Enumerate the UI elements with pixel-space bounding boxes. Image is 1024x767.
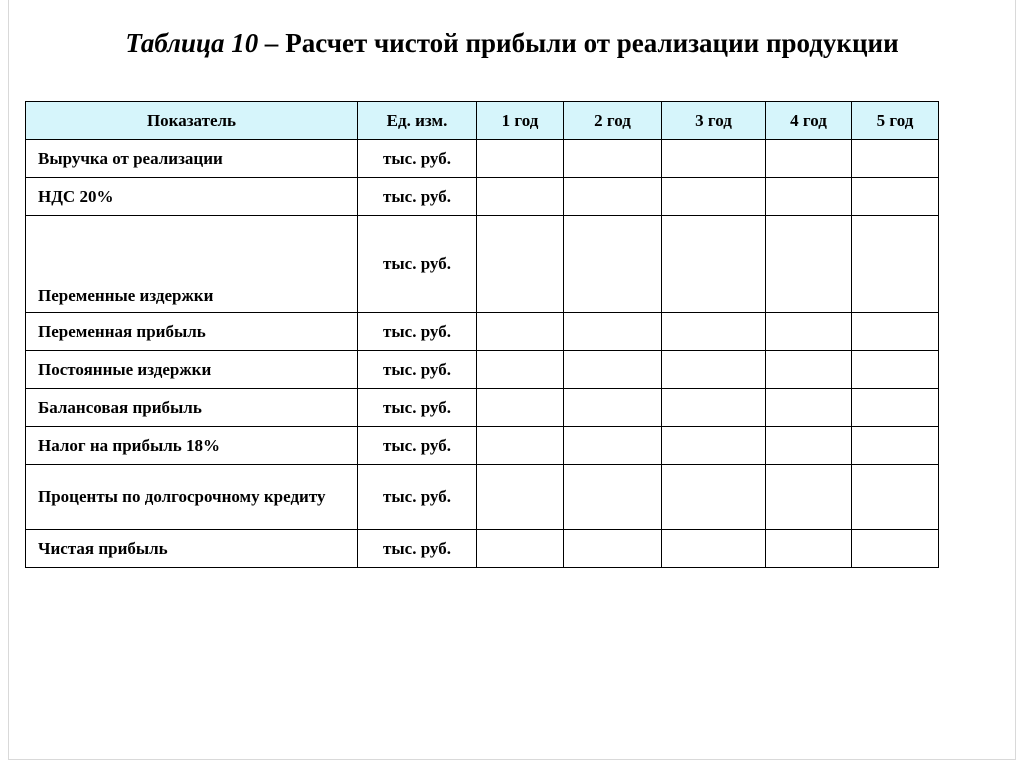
- value-cell: [477, 313, 564, 351]
- row-label: Проценты по долгосрочному кредиту: [26, 465, 358, 530]
- header-year-2: 2 год: [564, 102, 662, 140]
- value-cell: [564, 178, 662, 216]
- value-cell: [564, 530, 662, 568]
- value-cell: [766, 178, 852, 216]
- header-row: [26, 102, 939, 140]
- row-unit: тыс. руб.: [358, 216, 477, 313]
- value-cell: [662, 530, 766, 568]
- table-row: [26, 178, 939, 216]
- row-unit: тыс. руб.: [358, 313, 477, 351]
- value-cell: [662, 313, 766, 351]
- table-row: [26, 427, 939, 465]
- table-number: Таблица 10 –: [125, 28, 279, 58]
- value-cell: [766, 389, 852, 427]
- value-cell: [852, 351, 939, 389]
- value-cell: [852, 313, 939, 351]
- value-cell: [662, 351, 766, 389]
- row-label: Постоянные издержки: [26, 351, 358, 389]
- value-cell: [766, 313, 852, 351]
- value-cell: [852, 389, 939, 427]
- value-cell: [564, 389, 662, 427]
- value-cell: [477, 465, 564, 530]
- row-unit: тыс. руб.: [358, 351, 477, 389]
- row-label: Переменные издержки: [26, 216, 358, 313]
- row-label: Чистая прибыль: [26, 530, 358, 568]
- value-cell: [477, 530, 564, 568]
- table-caption: Расчет чистой прибыли от реализации продукции: [285, 28, 899, 58]
- value-cell: [564, 351, 662, 389]
- header-year-4: 4 год: [766, 102, 852, 140]
- row-label: НДС 20%: [26, 178, 358, 216]
- value-cell: [662, 389, 766, 427]
- row-label: Выручка от реализации: [26, 140, 358, 178]
- header-year-3: 3 год: [662, 102, 766, 140]
- table-row: [26, 465, 939, 530]
- row-unit: тыс. руб.: [358, 530, 477, 568]
- value-cell: [852, 530, 939, 568]
- row-label: Налог на прибыль 18%: [26, 427, 358, 465]
- row-unit: тыс. руб.: [358, 427, 477, 465]
- value-cell: [477, 216, 564, 313]
- value-cell: [477, 389, 564, 427]
- value-cell: [564, 313, 662, 351]
- value-cell: [477, 140, 564, 178]
- value-cell: [766, 216, 852, 313]
- value-cell: [477, 178, 564, 216]
- value-cell: [564, 140, 662, 178]
- header-year-1: 1 год: [477, 102, 564, 140]
- row-unit: тыс. руб.: [358, 178, 477, 216]
- value-cell: [564, 465, 662, 530]
- row-label: Переменная прибыль: [26, 313, 358, 351]
- value-cell: [662, 465, 766, 530]
- table-row: [26, 140, 939, 178]
- value-cell: [766, 465, 852, 530]
- value-cell: [852, 427, 939, 465]
- value-cell: [564, 216, 662, 313]
- header-year-5: 5 год: [852, 102, 939, 140]
- value-cell: [766, 427, 852, 465]
- table-row: [26, 216, 939, 313]
- value-cell: [852, 140, 939, 178]
- value-cell: [477, 351, 564, 389]
- table-row: [26, 351, 939, 389]
- row-unit: тыс. руб.: [358, 389, 477, 427]
- value-cell: [766, 351, 852, 389]
- value-cell: [564, 427, 662, 465]
- value-cell: [662, 427, 766, 465]
- value-cell: [662, 216, 766, 313]
- value-cell: [852, 178, 939, 216]
- value-cell: [477, 427, 564, 465]
- value-cell: [852, 465, 939, 530]
- row-unit: тыс. руб.: [358, 465, 477, 530]
- profit-table: [25, 101, 939, 568]
- header-indicator: Показатель: [26, 102, 358, 140]
- table-row: [26, 389, 939, 427]
- value-cell: [662, 140, 766, 178]
- table-title: [0, 28, 1024, 59]
- table-row: [26, 530, 939, 568]
- value-cell: [766, 530, 852, 568]
- value-cell: [766, 140, 852, 178]
- value-cell: [662, 178, 766, 216]
- value-cell: [852, 216, 939, 313]
- table-row: [26, 313, 939, 351]
- row-unit: тыс. руб.: [358, 140, 477, 178]
- header-unit: Ед. изм.: [358, 102, 477, 140]
- row-label: Балансовая прибыль: [26, 389, 358, 427]
